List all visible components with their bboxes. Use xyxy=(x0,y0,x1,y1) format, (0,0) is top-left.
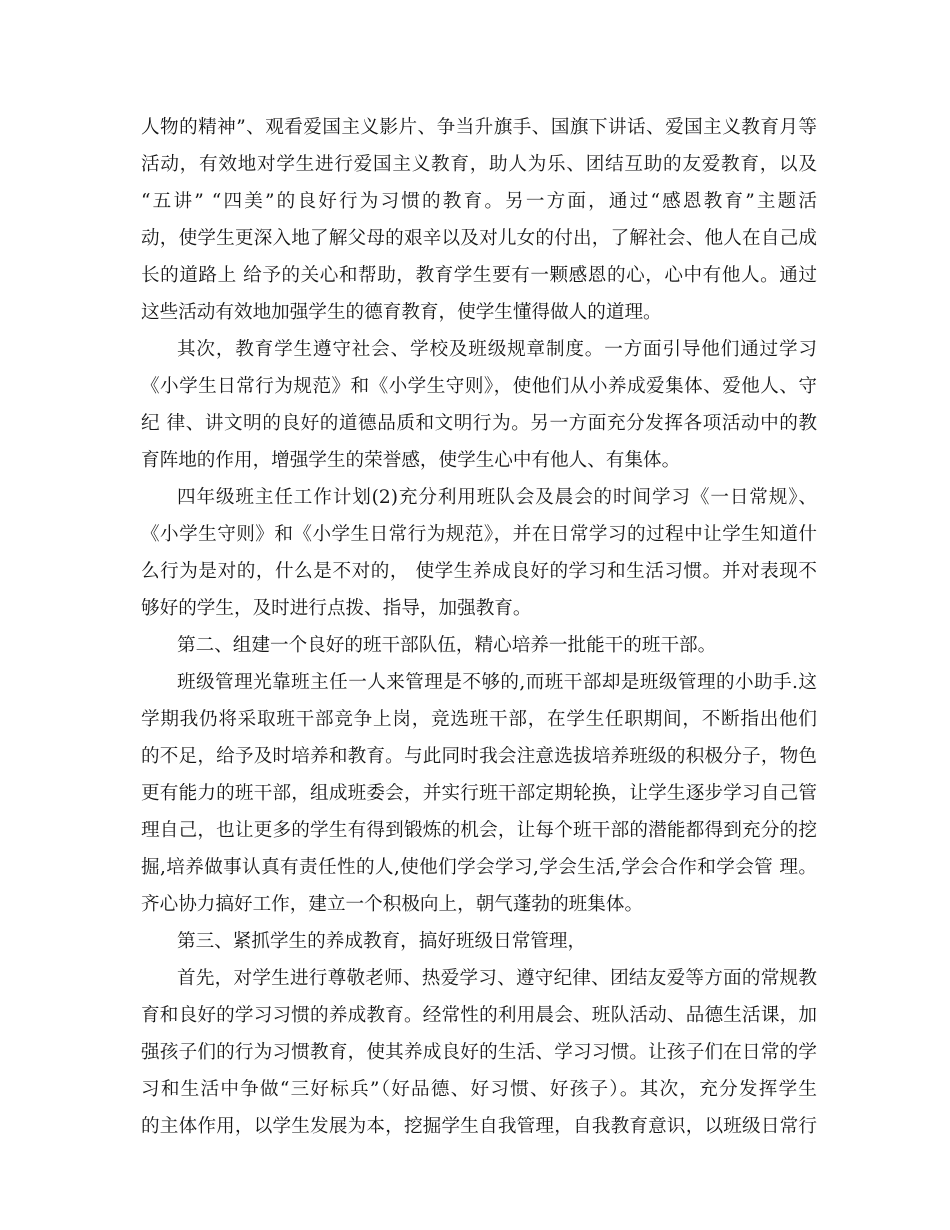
text-line: 理自己，也让更多的学生有得到锻炼的机会，让每个班干部的潜能都得到充分的挖 xyxy=(141,820,817,841)
text-line: 长的道路上 给予的关心和帮助，教育学生要有一颗感恩的心，心中有他人。通过 xyxy=(141,265,817,286)
paragraph-first-line: 其次，教育学生遵守社会、学校及班级规章制度。一方面引导他们通过学习 xyxy=(177,339,817,360)
text-line: 更有能力的班干部，组成班委会，并实行班干部定期轮换，让学生逐步学习自己管 xyxy=(141,783,817,804)
text-line: 这些活动有效地加强学生的德育教育，使学生懂得做人的道理。 xyxy=(141,302,662,323)
text-line: 够好的学生，及时进行点拨、指导，加强教育。 xyxy=(141,598,532,619)
text-line: 的主体作用，以学生发展为本，挖掘学生自我管理，自我教育意识，以班级日常行 xyxy=(141,1116,817,1137)
paragraph-first-line: 班级管理光靠班主任一人来管理是不够的,而班干部却是班级管理的小助手.这 xyxy=(177,672,817,693)
section-heading: 第二、组建一个良好的班干部队伍，精心培养一批能干的班干部。 xyxy=(177,635,717,656)
text-line: 动，使学生更深入地了解父母的艰辛以及对儿女的付出，了解社会、他人在自己成 xyxy=(141,228,817,249)
text-line: 纪 律、讲文明的良好的道德品质和文明行为。另一方面充分发挥各项活动中的教 xyxy=(141,413,817,434)
text-line: 人物的精神”、观看爱国主义影片、争当升旗手、国旗下讲话、爱国主义教育月等 xyxy=(141,117,817,138)
text-line: 学期我仍将采取班干部竞争上岗，竞选班干部，在学生任职期间，不断指出他们 xyxy=(141,709,817,730)
text-line: 《小学生日常行为规范》和《小学生守则》，使他们从小养成爱集体、爱他人、守 xyxy=(141,376,817,397)
text-line: 育阵地的作用，增强学生的荣誉感，使学生心中有他人、有集体。 xyxy=(141,450,681,471)
text-line: 掘,培养做事认真有责任性的人,使他们学会学习,学会生活,学会合作和学会管 理。 xyxy=(141,857,817,878)
text-line: 齐心协力搞好工作，建立一个积极向上，朝气蓬勃的班集体。 xyxy=(141,894,644,915)
text-line: 习和生活中争做“三好标兵”（好品德、好习惯、好孩子）。其次，充分发挥学生 xyxy=(141,1079,817,1100)
text-line: 强孩子们的行为习惯教育，使其养成良好的生活、学习习惯。让孩子们在日常的学 xyxy=(141,1042,817,1063)
text-line: “五讲” “四美”的良好行为习惯的教育。另一方面，通过“感恩教育”主题活 xyxy=(141,191,817,212)
text-line: 活动，有效地对学生进行爱国主义教育，助人为乐、团结互助的友爱教育，以及 xyxy=(141,154,817,175)
text-line: 么行为是对的，什么是不对的， 使学生养成良好的学习和生活习惯。并对表现不 xyxy=(141,561,817,582)
paragraph-first-line: 四年级班主任工作计划(2)充分利用班队会及晨会的时间学习《一日常规》、 xyxy=(177,487,817,508)
paragraph-first-line: 首先，对学生进行尊敬老师、热爱学习、遵守纪律、团结友爱等方面的常规教 xyxy=(177,968,817,989)
text-line: 《小学生守则》和《小学生日常行为规范》，并在日常学习的过程中让学生知道什 xyxy=(141,524,817,545)
text-line: 的不足，给予及时培养和教育。与此同时我会注意选拔培养班级的积极分子，物色 xyxy=(141,746,817,767)
text-line: 育和良好的学习习惯的养成教育。经常性的利用晨会、班队活动、品德生活课，加 xyxy=(141,1005,817,1026)
section-heading: 第三、紧抓学生的养成教育，搞好班级日常管理， xyxy=(177,931,587,952)
